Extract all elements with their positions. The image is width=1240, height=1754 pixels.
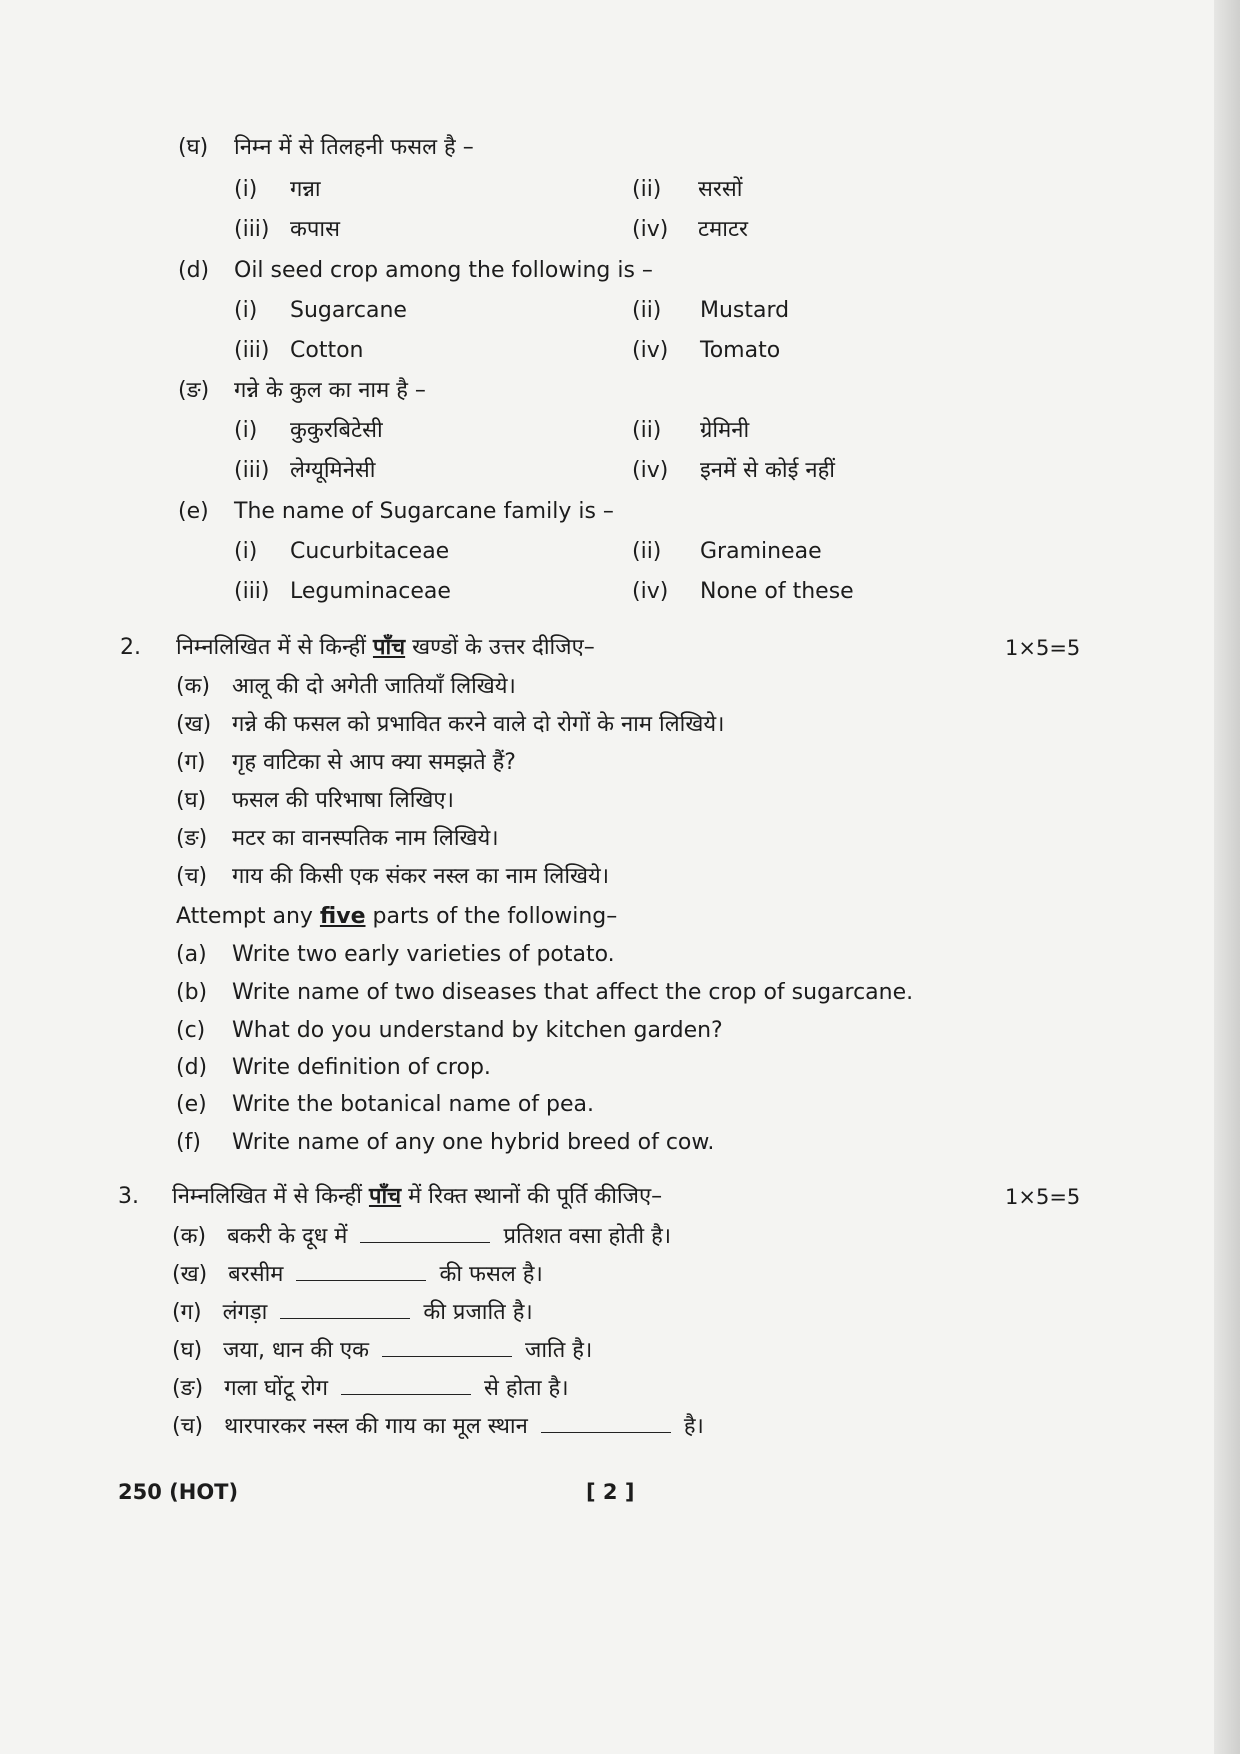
part-label: (च) <box>172 1414 204 1439</box>
q2-marks: 1×5=5 <box>1005 636 1081 660</box>
option-text: Cucurbitaceae <box>290 539 450 564</box>
q2-intro-hi-bold: पाँच <box>372 635 406 660</box>
answer-blank[interactable] <box>296 1258 426 1281</box>
q3-intro-hi-pre: निम्नलिखित में से किन्हीं <box>172 1184 362 1209</box>
part-label: (ग) <box>172 1300 202 1325</box>
part-label: (क) <box>176 674 211 699</box>
option-text: Leguminaceae <box>290 579 451 604</box>
part-label: (ङ) <box>172 1376 204 1401</box>
fill-blank-item <box>172 1372 569 1404</box>
option-text: Tomato <box>700 338 781 363</box>
q3-intro-hi-bold: पाँच <box>368 1184 402 1209</box>
part-label: (b) <box>176 980 208 1005</box>
option-text: कपास <box>290 217 340 242</box>
part-post: है। <box>683 1414 704 1439</box>
q1-gh-hi-label: (घ) <box>178 135 209 160</box>
q2-intro-en-post: parts of the following– <box>372 904 618 929</box>
part-label: (f) <box>176 1130 201 1155</box>
part-text: Write definition of crop. <box>232 1055 491 1080</box>
part-label: (घ) <box>176 788 207 813</box>
part-label: (ख) <box>176 712 212 737</box>
q1-ng-hi-label: (ङ) <box>178 378 210 403</box>
part-label: (क) <box>172 1224 207 1249</box>
option-text: कुकुरबिटेसी <box>290 418 383 443</box>
part-text: गाय की किसी एक संकर नस्ल का नाम लिखिये। <box>232 864 610 889</box>
part-post: की फसल है। <box>439 1262 543 1287</box>
option-text: Sugarcane <box>290 298 407 323</box>
answer-blank[interactable] <box>280 1296 410 1319</box>
option-num: (iii) <box>234 217 270 242</box>
option-text: लेग्यूमिनेसी <box>290 458 376 483</box>
part-pre: बकरी के दूध में <box>227 1224 348 1249</box>
option-text: Mustard <box>700 298 790 323</box>
option-text: Gramineae <box>700 539 822 564</box>
q3-marks: 1×5=5 <box>1005 1185 1081 1209</box>
part-text: आलू की दो अगेती जातियाँ लिखिये। <box>232 674 516 699</box>
option-num: (ii) <box>632 298 662 323</box>
part-label: (a) <box>176 942 207 967</box>
option-text: None of these <box>700 579 854 604</box>
part-post: से होता है। <box>484 1376 569 1401</box>
part-pre: थारपारकर नस्ल की गाय का मूल स्थान <box>224 1414 528 1439</box>
option-num: (i) <box>234 298 258 323</box>
answer-blank[interactable] <box>382 1334 512 1357</box>
q1-d-en-label: (d) <box>178 258 210 283</box>
fill-blank-item <box>172 1296 533 1328</box>
option-text: सरसों <box>698 177 743 202</box>
q2-intro-hi <box>176 633 595 663</box>
q1-d-en-question: Oil seed crop among the following is – <box>234 258 653 283</box>
paper-code: 250 (HOT) <box>118 1480 239 1504</box>
option-text: इनमें से कोई नहीं <box>700 458 836 483</box>
part-label: (च) <box>176 864 208 889</box>
option-num: (iv) <box>632 458 669 483</box>
part-pre: गला घोंटू रोग <box>224 1376 329 1401</box>
q2-intro-hi-pre: निम्नलिखित में से किन्हीं <box>176 635 366 660</box>
option-num: (ii) <box>632 418 662 443</box>
option-text: टमाटर <box>698 217 749 242</box>
answer-blank[interactable] <box>360 1220 490 1243</box>
part-text: Write the botanical name of pea. <box>232 1092 595 1117</box>
page-number: [ 2 ] <box>586 1480 635 1504</box>
option-num: (i) <box>234 177 258 202</box>
q1-e-en-question: The name of Sugarcane family is – <box>234 499 614 524</box>
option-num: (iv) <box>632 579 669 604</box>
option-text: गन्ना <box>290 177 321 202</box>
fill-blank-item <box>172 1334 592 1366</box>
part-post: की प्रजाति है। <box>423 1300 533 1325</box>
q2-intro-en <box>176 902 617 932</box>
option-num: (i) <box>234 539 258 564</box>
q1-gh-hi-question: निम्न में से तिलहनी फसल है – <box>234 135 474 160</box>
fill-blank-item <box>172 1258 543 1290</box>
part-label: (घ) <box>172 1338 203 1363</box>
page-edge-shadow <box>1214 0 1240 1754</box>
option-num: (iii) <box>234 338 270 363</box>
q3-number: 3. <box>118 1184 139 1209</box>
part-post: जाति है। <box>525 1338 593 1363</box>
part-label: (e) <box>176 1092 207 1117</box>
part-text: What do you understand by kitchen garden? <box>232 1018 723 1043</box>
part-label: (ग) <box>176 750 206 775</box>
part-text: मटर का वानस्पतिक नाम लिखिये। <box>232 826 499 851</box>
part-text: Write name of any one hybrid breed of cow. <box>232 1130 715 1155</box>
part-pre: लंगड़ा <box>222 1300 268 1325</box>
fill-blank-item <box>172 1220 671 1252</box>
q2-intro-hi-post: खण्डों के उत्तर दीजिए– <box>412 635 595 660</box>
option-text: ग्रेमिनी <box>700 418 750 443</box>
q1-ng-hi-question: गन्ने के कुल का नाम है – <box>234 378 426 403</box>
option-num: (i) <box>234 418 258 443</box>
part-pre: बरसीम <box>228 1262 284 1287</box>
q2-intro-en-pre: Attempt any <box>176 904 313 929</box>
q3-intro-hi-post: में रिक्त स्थानों की पूर्ति कीजिए– <box>408 1184 663 1209</box>
q3-intro-hi <box>172 1182 662 1212</box>
option-num: (ii) <box>632 177 662 202</box>
part-text: Write name of two diseases that affect the crop of sugarcane. <box>232 980 914 1005</box>
part-label: (ख) <box>172 1262 208 1287</box>
q2-intro-en-bold: five <box>319 904 366 929</box>
part-post: प्रतिशत वसा होती है। <box>503 1224 672 1249</box>
option-num: (iii) <box>234 579 270 604</box>
part-label: (d) <box>176 1055 208 1080</box>
part-text: गन्ने की फसल को प्रभावित करने वाले दो रोगों के नाम लिखिये। <box>232 712 725 737</box>
part-text: गृह वाटिका से आप क्या समझते हैं? <box>232 750 516 775</box>
option-text: Cotton <box>290 338 364 363</box>
option-num: (iv) <box>632 217 669 242</box>
option-num: (ii) <box>632 539 662 564</box>
q2-number: 2. <box>120 635 141 660</box>
answer-blank[interactable] <box>341 1372 471 1395</box>
part-text: फसल की परिभाषा लिखिए। <box>232 788 454 813</box>
part-pre: जया, धान की एक <box>223 1338 370 1363</box>
option-num: (iii) <box>234 458 270 483</box>
q1-e-en-label: (e) <box>178 499 209 524</box>
option-num: (iv) <box>632 338 669 363</box>
part-text: Write two early varieties of potato. <box>232 942 615 967</box>
fill-blank-item <box>172 1410 704 1442</box>
answer-blank[interactable] <box>541 1410 671 1433</box>
part-label: (c) <box>176 1018 206 1043</box>
part-label: (ङ) <box>176 826 208 851</box>
